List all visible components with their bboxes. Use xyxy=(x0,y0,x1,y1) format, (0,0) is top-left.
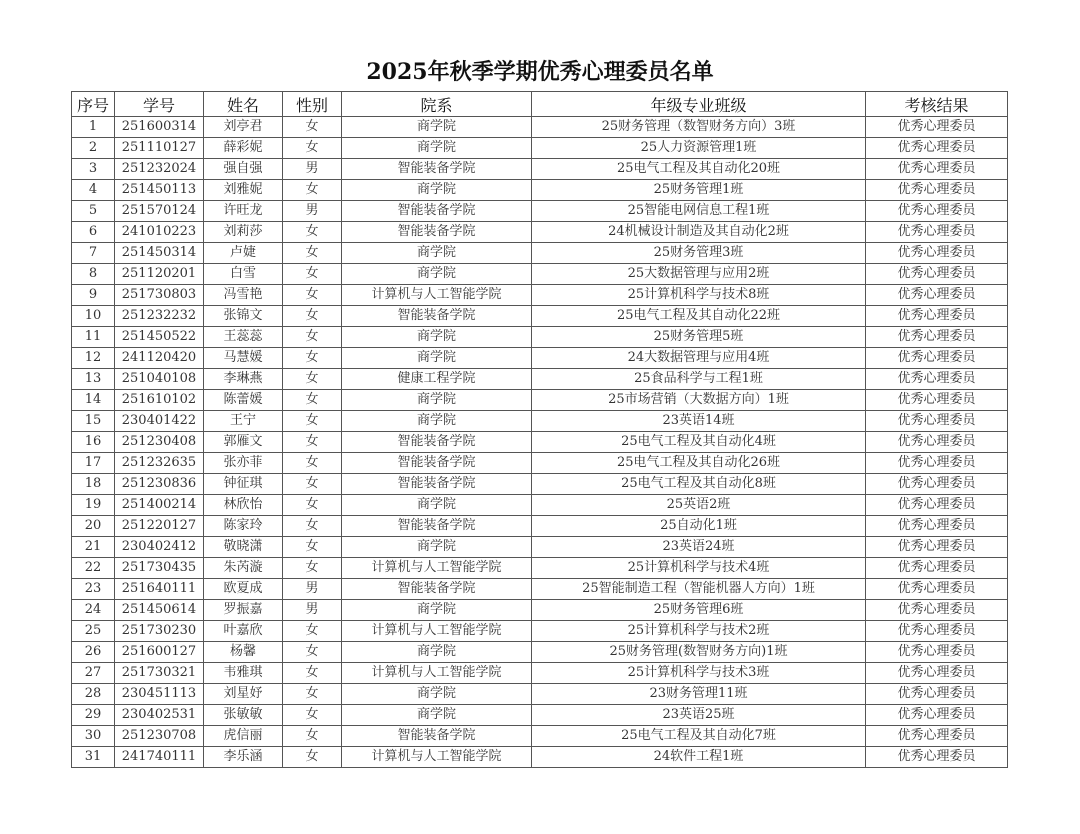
table-row xyxy=(72,390,1008,411)
cell-name: 陈蕾媛 xyxy=(204,390,283,411)
table-row xyxy=(72,138,1008,159)
table-row xyxy=(72,117,1008,138)
cell-name: 敬晓潇 xyxy=(204,537,283,558)
cell-gender: 女 xyxy=(283,516,342,537)
cell-index: 24 xyxy=(72,600,115,621)
cell-student-id: 251600127 xyxy=(115,642,204,663)
cell-class: 25财务管理6班 xyxy=(532,600,866,621)
cell-name: 朱芮漩 xyxy=(204,558,283,579)
cell-name: 罗振嘉 xyxy=(204,600,283,621)
cell-name: 韦雅琪 xyxy=(204,663,283,684)
cell-index: 16 xyxy=(72,432,115,453)
cell-student-id: 251232024 xyxy=(115,159,204,180)
cell-gender: 男 xyxy=(283,579,342,600)
cell-result: 优秀心理委员 xyxy=(866,642,1008,663)
cell-student-id: 251730230 xyxy=(115,621,204,642)
cell-student-id: 251610102 xyxy=(115,390,204,411)
cell-name: 叶嘉欣 xyxy=(204,621,283,642)
cell-gender: 女 xyxy=(283,537,342,558)
cell-class: 25大数据管理与应用2班 xyxy=(532,264,866,285)
cell-name: 张锦文 xyxy=(204,306,283,327)
cell-student-id: 251730321 xyxy=(115,663,204,684)
cell-class: 24大数据管理与应用4班 xyxy=(532,348,866,369)
cell-school: 商学院 xyxy=(342,495,532,516)
cell-student-id: 251232635 xyxy=(115,453,204,474)
table-row xyxy=(72,600,1008,621)
cell-name: 强自强 xyxy=(204,159,283,180)
cell-student-id: 251230708 xyxy=(115,726,204,747)
cell-result: 优秀心理委员 xyxy=(866,159,1008,180)
cell-result: 优秀心理委员 xyxy=(866,306,1008,327)
cell-student-id: 241740111 xyxy=(115,747,204,768)
col-header-gender: 性别 xyxy=(283,92,342,117)
table-row xyxy=(72,537,1008,558)
table-row xyxy=(72,159,1008,180)
cell-index: 28 xyxy=(72,684,115,705)
cell-index: 15 xyxy=(72,411,115,432)
cell-result: 优秀心理委员 xyxy=(866,663,1008,684)
col-header-index: 序号 xyxy=(72,92,115,117)
cell-student-id: 251730803 xyxy=(115,285,204,306)
cell-name: 冯雪艳 xyxy=(204,285,283,306)
cell-gender: 女 xyxy=(283,264,342,285)
cell-name: 刘星妤 xyxy=(204,684,283,705)
cell-school: 商学院 xyxy=(342,180,532,201)
cell-index: 8 xyxy=(72,264,115,285)
cell-index: 7 xyxy=(72,243,115,264)
cell-school: 商学院 xyxy=(342,642,532,663)
cell-result: 优秀心理委员 xyxy=(866,726,1008,747)
cell-index: 22 xyxy=(72,558,115,579)
cell-school: 健康工程学院 xyxy=(342,369,532,390)
cell-school: 计算机与人工智能学院 xyxy=(342,663,532,684)
cell-class: 25智能制造工程（智能机器人方向）1班 xyxy=(532,579,866,600)
cell-student-id: 241120420 xyxy=(115,348,204,369)
cell-class: 24机械设计制造及其自动化2班 xyxy=(532,222,866,243)
cell-name: 刘莉莎 xyxy=(204,222,283,243)
cell-school: 智能装备学院 xyxy=(342,201,532,222)
cell-result: 优秀心理委员 xyxy=(866,684,1008,705)
cell-result: 优秀心理委员 xyxy=(866,495,1008,516)
cell-gender: 女 xyxy=(283,705,342,726)
cell-name: 许旺龙 xyxy=(204,201,283,222)
cell-name: 刘雅妮 xyxy=(204,180,283,201)
cell-result: 优秀心理委员 xyxy=(866,474,1008,495)
cell-gender: 女 xyxy=(283,642,342,663)
cell-name: 林欣怡 xyxy=(204,495,283,516)
col-header-student-id: 学号 xyxy=(115,92,204,117)
cell-school: 商学院 xyxy=(342,705,532,726)
cell-name: 刘亭君 xyxy=(204,117,283,138)
cell-index: 14 xyxy=(72,390,115,411)
cell-gender: 女 xyxy=(283,390,342,411)
cell-gender: 女 xyxy=(283,453,342,474)
col-header-school: 院系 xyxy=(342,92,532,117)
table-row xyxy=(72,243,1008,264)
cell-school: 智能装备学院 xyxy=(342,453,532,474)
cell-class: 25智能电网信息工程1班 xyxy=(532,201,866,222)
cell-result: 优秀心理委员 xyxy=(866,201,1008,222)
cell-class: 25自动化1班 xyxy=(532,516,866,537)
cell-index: 21 xyxy=(72,537,115,558)
cell-name: 马慧媛 xyxy=(204,348,283,369)
cell-index: 10 xyxy=(72,306,115,327)
cell-school: 商学院 xyxy=(342,138,532,159)
cell-school: 计算机与人工智能学院 xyxy=(342,558,532,579)
table-row xyxy=(72,579,1008,600)
cell-gender: 女 xyxy=(283,369,342,390)
cell-class: 23英语25班 xyxy=(532,705,866,726)
cell-result: 优秀心理委员 xyxy=(866,327,1008,348)
cell-school: 商学院 xyxy=(342,684,532,705)
cell-student-id: 230402531 xyxy=(115,705,204,726)
cell-student-id: 251570124 xyxy=(115,201,204,222)
col-header-result: 考核结果 xyxy=(866,92,1008,117)
cell-class: 25人力资源管理1班 xyxy=(532,138,866,159)
cell-student-id: 251230408 xyxy=(115,432,204,453)
cell-name: 卢婕 xyxy=(204,243,283,264)
cell-index: 13 xyxy=(72,369,115,390)
cell-name: 李乐涵 xyxy=(204,747,283,768)
cell-result: 优秀心理委员 xyxy=(866,558,1008,579)
cell-gender: 女 xyxy=(283,726,342,747)
cell-class: 25电气工程及其自动化26班 xyxy=(532,453,866,474)
cell-school: 计算机与人工智能学院 xyxy=(342,747,532,768)
cell-name: 虎信丽 xyxy=(204,726,283,747)
cell-gender: 女 xyxy=(283,747,342,768)
table-row xyxy=(72,516,1008,537)
cell-result: 优秀心理委员 xyxy=(866,621,1008,642)
cell-student-id: 230402412 xyxy=(115,537,204,558)
cell-gender: 女 xyxy=(283,222,342,243)
cell-gender: 女 xyxy=(283,306,342,327)
cell-gender: 女 xyxy=(283,243,342,264)
cell-index: 25 xyxy=(72,621,115,642)
cell-school: 计算机与人工智能学院 xyxy=(342,621,532,642)
cell-result: 优秀心理委员 xyxy=(866,180,1008,201)
cell-gender: 女 xyxy=(283,327,342,348)
cell-result: 优秀心理委员 xyxy=(866,243,1008,264)
table-row xyxy=(72,495,1008,516)
cell-class: 25计算机科学与技术4班 xyxy=(532,558,866,579)
cell-gender: 女 xyxy=(283,684,342,705)
cell-result: 优秀心理委员 xyxy=(866,264,1008,285)
cell-class: 25电气工程及其自动化7班 xyxy=(532,726,866,747)
cell-class: 23财务管理11班 xyxy=(532,684,866,705)
cell-school: 商学院 xyxy=(342,348,532,369)
cell-index: 20 xyxy=(72,516,115,537)
cell-school: 智能装备学院 xyxy=(342,222,532,243)
table-row xyxy=(72,264,1008,285)
cell-class: 25财务管理(数智财务方向)1班 xyxy=(532,642,866,663)
cell-class: 25财务管理（数智财务方向）3班 xyxy=(532,117,866,138)
cell-result: 优秀心理委员 xyxy=(866,348,1008,369)
cell-result: 优秀心理委员 xyxy=(866,432,1008,453)
cell-school: 智能装备学院 xyxy=(342,516,532,537)
cell-gender: 女 xyxy=(283,495,342,516)
cell-school: 计算机与人工智能学院 xyxy=(342,285,532,306)
cell-student-id: 251600314 xyxy=(115,117,204,138)
cell-student-id: 241010223 xyxy=(115,222,204,243)
cell-index: 6 xyxy=(72,222,115,243)
table-row xyxy=(72,201,1008,222)
table-row xyxy=(72,558,1008,579)
cell-result: 优秀心理委员 xyxy=(866,747,1008,768)
cell-gender: 女 xyxy=(283,663,342,684)
table-row xyxy=(72,621,1008,642)
cell-student-id: 251450314 xyxy=(115,243,204,264)
cell-gender: 女 xyxy=(283,621,342,642)
table-row xyxy=(72,684,1008,705)
cell-gender: 女 xyxy=(283,117,342,138)
cell-index: 31 xyxy=(72,747,115,768)
cell-index: 12 xyxy=(72,348,115,369)
cell-gender: 女 xyxy=(283,180,342,201)
cell-school: 智能装备学院 xyxy=(342,159,532,180)
cell-name: 杨馨 xyxy=(204,642,283,663)
cell-school: 商学院 xyxy=(342,243,532,264)
table-row xyxy=(72,306,1008,327)
cell-result: 优秀心理委员 xyxy=(866,138,1008,159)
cell-gender: 女 xyxy=(283,411,342,432)
cell-class: 25电气工程及其自动化4班 xyxy=(532,432,866,453)
cell-name: 李琳燕 xyxy=(204,369,283,390)
cell-student-id: 251730435 xyxy=(115,558,204,579)
cell-class: 25计算机科学与技术2班 xyxy=(532,621,866,642)
table-row xyxy=(72,642,1008,663)
cell-result: 优秀心理委员 xyxy=(866,579,1008,600)
cell-result: 优秀心理委员 xyxy=(866,411,1008,432)
cell-gender: 女 xyxy=(283,558,342,579)
cell-school: 智能装备学院 xyxy=(342,306,532,327)
table-row xyxy=(72,327,1008,348)
cell-gender: 女 xyxy=(283,432,342,453)
cell-school: 智能装备学院 xyxy=(342,474,532,495)
table-row xyxy=(72,705,1008,726)
cell-name: 钟征琪 xyxy=(204,474,283,495)
cell-name: 陈家玲 xyxy=(204,516,283,537)
cell-class: 23英语14班 xyxy=(532,411,866,432)
cell-name: 张敏敏 xyxy=(204,705,283,726)
table-row xyxy=(72,180,1008,201)
cell-result: 优秀心理委员 xyxy=(866,537,1008,558)
cell-gender: 男 xyxy=(283,159,342,180)
cell-gender: 男 xyxy=(283,600,342,621)
cell-name: 王宁 xyxy=(204,411,283,432)
cell-result: 优秀心理委员 xyxy=(866,516,1008,537)
cell-index: 11 xyxy=(72,327,115,348)
cell-index: 19 xyxy=(72,495,115,516)
table-row xyxy=(72,222,1008,243)
table-row xyxy=(72,348,1008,369)
cell-index: 9 xyxy=(72,285,115,306)
table-row xyxy=(72,411,1008,432)
cell-student-id: 251220127 xyxy=(115,516,204,537)
cell-gender: 女 xyxy=(283,348,342,369)
table-row xyxy=(72,726,1008,747)
cell-class: 25电气工程及其自动化20班 xyxy=(532,159,866,180)
cell-student-id: 230451113 xyxy=(115,684,204,705)
cell-class: 23英语24班 xyxy=(532,537,866,558)
table-row xyxy=(72,369,1008,390)
cell-student-id: 251230836 xyxy=(115,474,204,495)
table-row xyxy=(72,285,1008,306)
cell-index: 2 xyxy=(72,138,115,159)
cell-student-id: 251120201 xyxy=(115,264,204,285)
roster-table xyxy=(71,91,1008,768)
cell-class: 25财务管理5班 xyxy=(532,327,866,348)
cell-name: 欧夏成 xyxy=(204,579,283,600)
roster-body xyxy=(72,117,1008,768)
cell-name: 郭雁文 xyxy=(204,432,283,453)
cell-index: 17 xyxy=(72,453,115,474)
cell-index: 4 xyxy=(72,180,115,201)
cell-result: 优秀心理委员 xyxy=(866,369,1008,390)
cell-student-id: 251450522 xyxy=(115,327,204,348)
cell-class: 25电气工程及其自动化8班 xyxy=(532,474,866,495)
cell-student-id: 251110127 xyxy=(115,138,204,159)
cell-index: 5 xyxy=(72,201,115,222)
cell-index: 26 xyxy=(72,642,115,663)
cell-name: 张亦菲 xyxy=(204,453,283,474)
cell-class: 25市场营销（大数据方向）1班 xyxy=(532,390,866,411)
cell-student-id: 251450614 xyxy=(115,600,204,621)
table-row xyxy=(72,432,1008,453)
cell-school: 智能装备学院 xyxy=(342,726,532,747)
cell-school: 商学院 xyxy=(342,117,532,138)
cell-index: 29 xyxy=(72,705,115,726)
cell-class: 25电气工程及其自动化22班 xyxy=(532,306,866,327)
header-row xyxy=(72,92,1008,117)
cell-name: 王蕊蕊 xyxy=(204,327,283,348)
cell-student-id: 251040108 xyxy=(115,369,204,390)
cell-gender: 女 xyxy=(283,138,342,159)
table-row xyxy=(72,453,1008,474)
cell-index: 3 xyxy=(72,159,115,180)
cell-gender: 男 xyxy=(283,201,342,222)
cell-school: 商学院 xyxy=(342,600,532,621)
col-header-class: 年级专业班级 xyxy=(532,92,866,117)
cell-result: 优秀心理委员 xyxy=(866,222,1008,243)
table-row xyxy=(72,474,1008,495)
cell-index: 18 xyxy=(72,474,115,495)
cell-class: 25财务管理3班 xyxy=(532,243,866,264)
cell-student-id: 251450113 xyxy=(115,180,204,201)
cell-result: 优秀心理委员 xyxy=(866,453,1008,474)
cell-class: 24软件工程1班 xyxy=(532,747,866,768)
cell-index: 27 xyxy=(72,663,115,684)
cell-class: 25英语2班 xyxy=(532,495,866,516)
cell-school: 商学院 xyxy=(342,327,532,348)
cell-student-id: 251232232 xyxy=(115,306,204,327)
cell-class: 25计算机科学与技术8班 xyxy=(532,285,866,306)
cell-result: 优秀心理委员 xyxy=(866,117,1008,138)
cell-name: 薛彩妮 xyxy=(204,138,283,159)
col-header-name: 姓名 xyxy=(204,92,283,117)
cell-student-id: 251640111 xyxy=(115,579,204,600)
cell-gender: 女 xyxy=(283,285,342,306)
page-title: 2025年秋季学期优秀心理委员名单 xyxy=(366,59,714,85)
table-row xyxy=(72,663,1008,684)
cell-student-id: 251400214 xyxy=(115,495,204,516)
cell-student-id: 230401422 xyxy=(115,411,204,432)
cell-result: 优秀心理委员 xyxy=(866,390,1008,411)
cell-result: 优秀心理委员 xyxy=(866,285,1008,306)
cell-class: 25财务管理1班 xyxy=(532,180,866,201)
cell-class: 25计算机科学与技术3班 xyxy=(532,663,866,684)
cell-school: 智能装备学院 xyxy=(342,432,532,453)
cell-index: 30 xyxy=(72,726,115,747)
cell-index: 1 xyxy=(72,117,115,138)
cell-result: 优秀心理委员 xyxy=(866,705,1008,726)
cell-result: 优秀心理委员 xyxy=(866,600,1008,621)
cell-school: 商学院 xyxy=(342,537,532,558)
cell-class: 25食品科学与工程1班 xyxy=(532,369,866,390)
cell-school: 商学院 xyxy=(342,264,532,285)
cell-name: 白雪 xyxy=(204,264,283,285)
cell-school: 商学院 xyxy=(342,390,532,411)
cell-school: 商学院 xyxy=(342,411,532,432)
cell-index: 23 xyxy=(72,579,115,600)
table-row xyxy=(72,747,1008,768)
cell-gender: 女 xyxy=(283,474,342,495)
cell-school: 智能装备学院 xyxy=(342,579,532,600)
